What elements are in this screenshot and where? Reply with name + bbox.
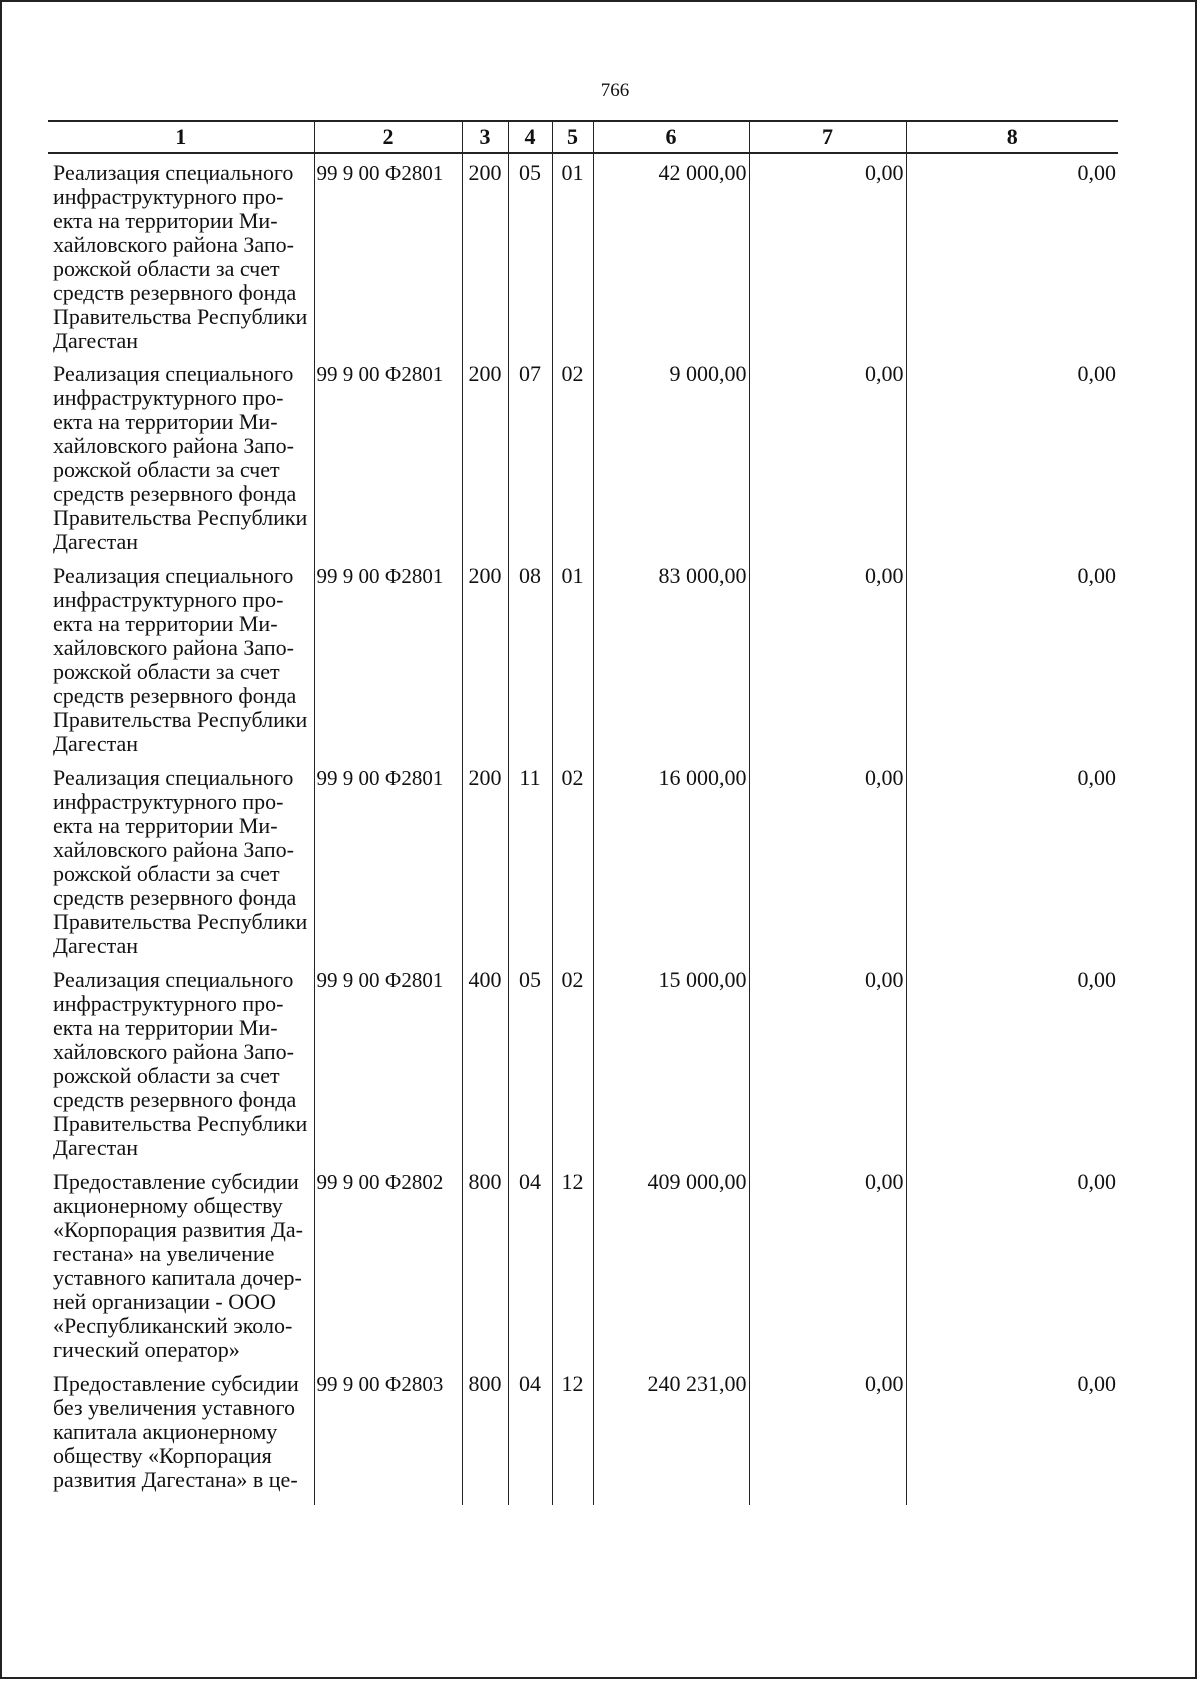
row-code-cell: 99 9 00 Ф2801: [314, 355, 462, 557]
header-col-3: 3: [462, 121, 508, 153]
header-col-1: 1: [48, 121, 314, 153]
row-col5-cell: 02: [552, 355, 593, 557]
row-col7-cell: 0,00: [749, 355, 906, 557]
row-name-cell: [48, 153, 314, 355]
row-col8-cell: 0,00: [906, 1365, 1118, 1505]
row-col4-cell: 08: [508, 557, 552, 759]
row-col5-cell: 12: [552, 1365, 593, 1505]
row-col5-cell: 02: [552, 961, 593, 1163]
table-row: [48, 153, 1118, 355]
row-col4-cell: 05: [508, 153, 552, 355]
header-col-2: 2: [314, 121, 462, 153]
page-number: 766: [600, 80, 630, 101]
row-code-cell: 99 9 00 Ф2802: [314, 1163, 462, 1365]
row-name-cell: [48, 355, 314, 557]
header-col-5: 5: [552, 121, 593, 153]
row-name-text: Предоставление субсидии акционерному обществу «Корпорация развития Да- гестана» на увеличение уставного капитала дочер- ней организации - ООО «Республиканский эколо- гический оператор»: [53, 1169, 304, 1362]
row-name-text: Предоставление субсидии без увеличения уставного капитала акционерному обществу «Корпорация развития Дагестана» в це-: [53, 1371, 299, 1492]
table-header-row: [48, 121, 1118, 153]
header-col-4: 4: [508, 121, 552, 153]
row-name-text: Реализация специального инфраструктурного про- екта на территории Ми- хайловского района Запо- рожской области за счет средств резервного фонда Правительства Республики Дагестан: [53, 967, 308, 1160]
row-code-cell: 99 9 00 Ф2801: [314, 961, 462, 1163]
row-col6-cell: 9 000,00: [593, 355, 749, 557]
table-row: [48, 759, 1118, 961]
table-row: [48, 557, 1118, 759]
table-row: [48, 355, 1118, 557]
row-col8-cell: 0,00: [906, 153, 1118, 355]
row-code-cell: 99 9 00 Ф2803: [314, 1365, 462, 1505]
row-col8-cell: 0,00: [906, 355, 1118, 557]
row-col6-cell: 409 000,00: [593, 1163, 749, 1365]
row-name-cell: [48, 759, 314, 961]
row-name-text: Реализация специального инфраструктурного про- екта на территории Ми- хайловского района Запо- рожской области за счет средств резервного фонда Правительства Республики Дагестан: [53, 765, 308, 958]
row-name-cell: [48, 1163, 314, 1365]
row-col4-cell: 07: [508, 355, 552, 557]
header-col-6: 6: [593, 121, 749, 153]
row-col7-cell: 0,00: [749, 961, 906, 1163]
row-col3-cell: 200: [462, 153, 508, 355]
row-code-cell: 99 9 00 Ф2801: [314, 759, 462, 961]
row-col4-cell: 04: [508, 1163, 552, 1365]
row-col8-cell: 0,00: [906, 961, 1118, 1163]
row-col7-cell: 0,00: [749, 759, 906, 961]
table-row: [48, 961, 1118, 1163]
row-col4-cell: 04: [508, 1365, 552, 1505]
row-col5-cell: 02: [552, 759, 593, 961]
row-col3-cell: 200: [462, 355, 508, 557]
row-code-cell: 99 9 00 Ф2801: [314, 153, 462, 355]
row-col6-cell: 16 000,00: [593, 759, 749, 961]
row-name-cell: [48, 557, 314, 759]
row-col3-cell: 200: [462, 759, 508, 961]
row-col3-cell: 400: [462, 961, 508, 1163]
row-col6-cell: 15 000,00: [593, 961, 749, 1163]
budget-table: [48, 120, 1118, 1505]
row-name-cell: [48, 1365, 314, 1505]
row-col3-cell: 800: [462, 1365, 508, 1505]
row-name-text: Реализация специального инфраструктурного про- екта на территории Ми- хайловского района Запо- рожской области за счет средств резервного фонда Правительства Республики Дагестан: [53, 563, 308, 756]
row-col7-cell: 0,00: [749, 557, 906, 759]
row-name-text: Реализация специального инфраструктурного про- екта на территории Ми- хайловского района Запо- рожской области за счет средств резервного фонда Правительства Республики Дагестан: [53, 160, 308, 353]
row-col6-cell: 240 231,00: [593, 1365, 749, 1505]
row-col4-cell: 05: [508, 961, 552, 1163]
row-name-cell: [48, 961, 314, 1163]
row-col5-cell: 12: [552, 1163, 593, 1365]
row-col8-cell: 0,00: [906, 557, 1118, 759]
row-name-text: Реализация специального инфраструктурного про- екта на территории Ми- хайловского района Запо- рожской области за счет средств резервного фонда Правительства Республики Дагестан: [53, 361, 308, 554]
table-row: [48, 1365, 1118, 1505]
row-col8-cell: 0,00: [906, 1163, 1118, 1365]
header-col-8: 8: [906, 121, 1118, 153]
row-col8-cell: 0,00: [906, 759, 1118, 961]
row-col3-cell: 200: [462, 557, 508, 759]
row-code-cell: 99 9 00 Ф2801: [314, 557, 462, 759]
row-col7-cell: 0,00: [749, 1163, 906, 1365]
row-col5-cell: 01: [552, 153, 593, 355]
row-col6-cell: 42 000,00: [593, 153, 749, 355]
row-col5-cell: 01: [552, 557, 593, 759]
row-col7-cell: 0,00: [749, 153, 906, 355]
row-col3-cell: 800: [462, 1163, 508, 1365]
table-row: [48, 1163, 1118, 1365]
row-col7-cell: 0,00: [749, 1365, 906, 1505]
header-col-7: 7: [749, 121, 906, 153]
row-col4-cell: 11: [508, 759, 552, 961]
row-col6-cell: 83 000,00: [593, 557, 749, 759]
